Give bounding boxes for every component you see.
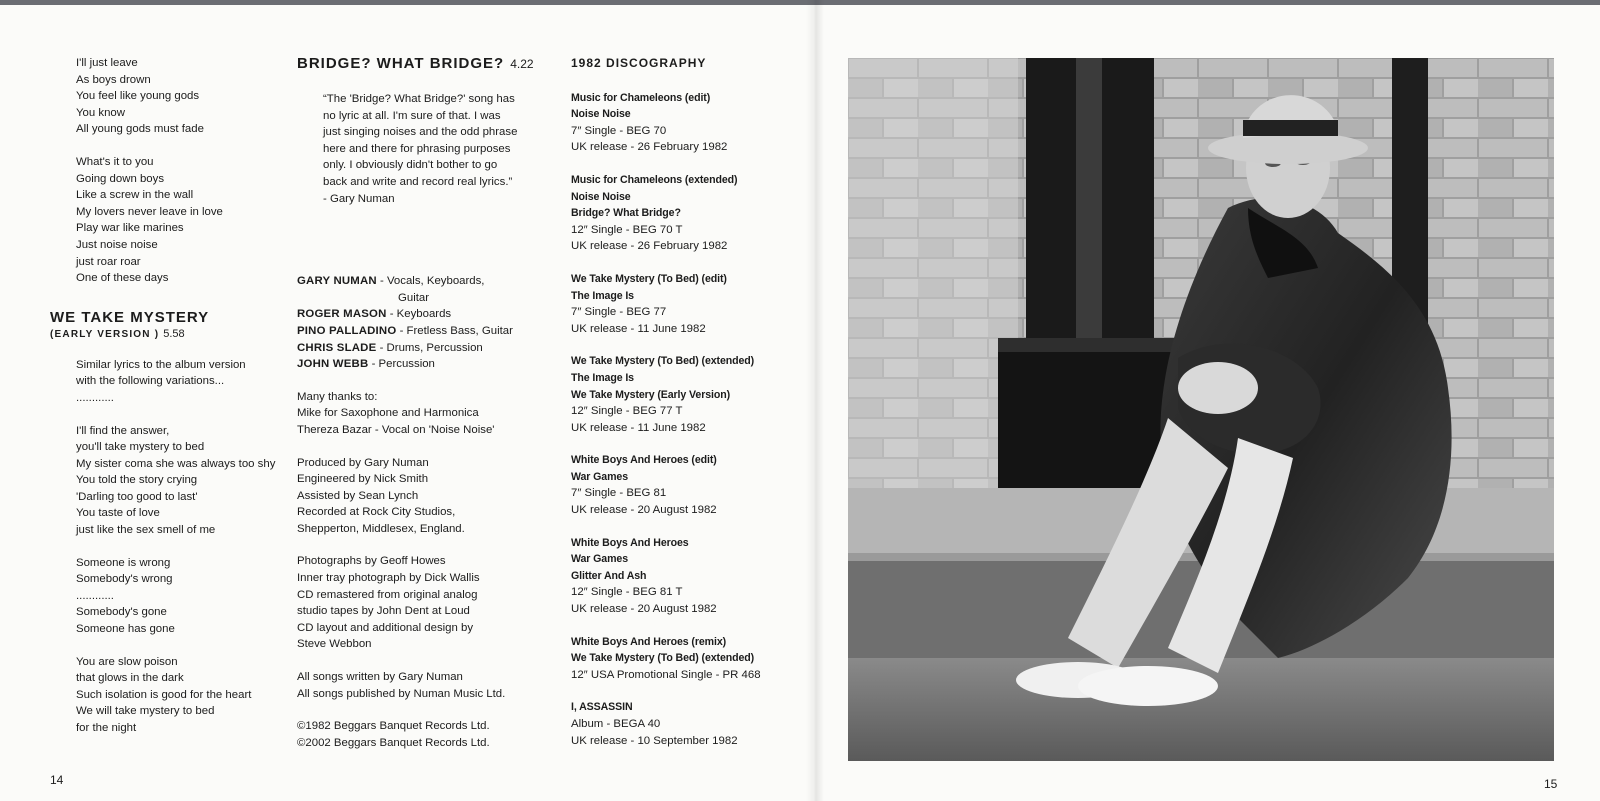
discography-release bbox=[571, 353, 801, 436]
release-format: 7″ Single - BEG 81 bbox=[571, 487, 667, 500]
lyric-line: Play war like marines bbox=[76, 222, 184, 235]
quote-line: only. I obviously didn't bother to go bbox=[323, 159, 498, 172]
release-format: Album - BEGA 40 bbox=[571, 718, 661, 730]
personnel-role-continued: Guitar bbox=[398, 291, 430, 304]
credit-block bbox=[297, 718, 547, 751]
quote-line: no lyric at all. I'm sure of that. I was bbox=[323, 109, 501, 122]
lyrics-column bbox=[50, 55, 276, 753]
personnel-row bbox=[297, 273, 547, 290]
credit-line: Recorded at Rock City Studios, bbox=[297, 506, 456, 519]
release-track-title: Music for Chameleons (extended) bbox=[571, 173, 738, 186]
personnel-row bbox=[297, 356, 547, 373]
lyrics-stanza bbox=[76, 55, 265, 138]
release-format: 12″ Single - BEG 81 T bbox=[571, 586, 683, 599]
lyric-line: You are slow poison bbox=[76, 655, 178, 668]
lyric-line: Similar lyrics to the album version bbox=[76, 358, 246, 371]
discography-release bbox=[571, 90, 801, 156]
discography-release bbox=[571, 535, 801, 618]
lyric-line: ............ bbox=[76, 391, 114, 404]
lyric-line: Somebody's gone bbox=[76, 606, 167, 619]
lyric-line: As boys drown bbox=[76, 73, 151, 86]
lyric-line: that glows in the dark bbox=[76, 672, 184, 685]
page-number-right: 15 bbox=[1544, 777, 1558, 791]
release-track-title: We Take Mystery (To Bed) (extended) bbox=[571, 652, 755, 665]
personnel-name: ROGER MASON bbox=[297, 308, 387, 321]
credit-line: CD remastered from original analog bbox=[297, 588, 478, 601]
credit-line: Mike for Saxophone and Harmonica bbox=[297, 407, 479, 420]
release-track-title: White Boys And Heroes bbox=[571, 536, 689, 549]
lyrics-stanza bbox=[76, 357, 265, 407]
we-take-mystery-section bbox=[50, 308, 276, 737]
lyric-line: We will take mystery to bed bbox=[76, 705, 215, 718]
credit-line: studio tapes by John Dent at Loud bbox=[297, 605, 470, 618]
lyric-line: you'll take mystery to bed bbox=[76, 441, 205, 454]
release-date: UK release - 11 June 1982 bbox=[571, 322, 706, 335]
quote-line: back and write and record real lyrics.” bbox=[323, 175, 513, 188]
release-track-title: White Boys And Heroes (edit) bbox=[571, 454, 717, 467]
release-format: 7″ Single - BEG 70 bbox=[571, 124, 667, 137]
release-date: UK release - 26 February 1982 bbox=[571, 240, 728, 253]
credit-line: ©1982 Beggars Banquet Records Ltd. bbox=[297, 720, 490, 733]
lyric-line: One of these days bbox=[76, 272, 169, 285]
personnel-role: - Keyboards bbox=[386, 308, 452, 321]
credit-line: Thereza Bazar - Vocal on 'Noise Noise' bbox=[297, 423, 495, 436]
lyric-line: with the following variations... bbox=[76, 375, 225, 388]
page-fold-shadow bbox=[806, 0, 824, 801]
personnel-role: - Vocals, Keyboards, bbox=[376, 275, 485, 288]
credit-line: Produced by Gary Numan bbox=[297, 456, 429, 469]
release-track-title: War Games bbox=[571, 553, 628, 566]
credit-line: Steve Webbon bbox=[297, 638, 372, 651]
lyric-line: I'll just leave bbox=[76, 57, 138, 69]
quote-line: “The 'Bridge? What Bridge?' song has bbox=[323, 93, 515, 105]
lyric-line: Someone is wrong bbox=[76, 556, 171, 569]
credit-line: Assisted by Sean Lynch bbox=[297, 489, 419, 502]
release-format: 7″ Single - BEG 77 bbox=[571, 306, 667, 319]
lyric-line: Just noise noise bbox=[76, 238, 158, 251]
release-format: 12″ USA Promotional Single - PR 468 bbox=[571, 668, 761, 681]
quote-line: - Gary Numan bbox=[323, 192, 395, 205]
song-duration: 5.58 bbox=[163, 327, 185, 340]
credit-line: CD layout and additional design by bbox=[297, 621, 474, 634]
lyrics-stanza bbox=[76, 154, 265, 287]
release-track-title: Noise Noise bbox=[571, 108, 631, 121]
lyric-line: for the night bbox=[76, 722, 137, 734]
lyric-line: My sister coma she was always too shy bbox=[76, 457, 276, 470]
personnel-name: PINO PALLADINO bbox=[297, 324, 397, 337]
release-track-title: The Image Is bbox=[571, 371, 634, 384]
personnel-role: - Drums, Percussion bbox=[376, 341, 483, 354]
lyrics-stanza bbox=[76, 555, 265, 638]
personnel-row bbox=[297, 323, 547, 340]
personnel-list bbox=[297, 273, 547, 373]
personnel-name: JOHN WEBB bbox=[297, 358, 369, 371]
release-date: UK release - 10 September 1982 bbox=[571, 734, 738, 747]
credit-block bbox=[297, 389, 547, 439]
release-track-title: Bridge? What Bridge? bbox=[571, 207, 681, 220]
lyric-line: What's it to you bbox=[76, 155, 154, 168]
lyric-line: I'll find the answer, bbox=[76, 424, 170, 437]
personnel-role: - Percussion bbox=[368, 358, 435, 371]
lyric-line: Somebody's wrong bbox=[76, 573, 173, 586]
release-track-title: Noise Noise bbox=[571, 190, 631, 203]
credit-line: ©2002 Beggars Banquet Records Ltd. bbox=[297, 736, 490, 749]
lyrics-stanza bbox=[76, 654, 265, 737]
lyric-line: 'Darling too good to last' bbox=[76, 490, 198, 503]
release-track-title: We Take Mystery (To Bed) (extended) bbox=[571, 355, 755, 368]
discography-release bbox=[571, 634, 801, 684]
release-track-title: We Take Mystery (Early Version) bbox=[571, 388, 731, 401]
credit-line: All songs published by Numan Music Ltd. bbox=[297, 687, 506, 700]
release-format: 12″ Single - BEG 77 T bbox=[571, 405, 683, 418]
song-title: WE TAKE MYSTERY bbox=[50, 308, 210, 326]
discography-column bbox=[571, 55, 801, 765]
discography-release bbox=[571, 699, 801, 749]
lyric-line: All young gods must fade bbox=[76, 123, 204, 136]
release-track-title: I, ASSASSIN bbox=[571, 701, 633, 714]
release-date: UK release - 26 February 1982 bbox=[571, 141, 728, 154]
lyric-line: ............ bbox=[76, 589, 114, 602]
bridge-duration: 4.22 bbox=[510, 57, 534, 71]
credit-block bbox=[297, 455, 547, 538]
credit-line: Engineered by Nick Smith bbox=[297, 473, 429, 486]
credit-line: Inner tray photograph by Dick Wallis bbox=[297, 572, 480, 585]
credit-block bbox=[297, 553, 547, 653]
discography-release bbox=[571, 452, 801, 518]
release-date: UK release - 20 August 1982 bbox=[571, 603, 717, 616]
lyric-line: Like a screw in the wall bbox=[76, 189, 194, 202]
credits-list bbox=[297, 389, 547, 752]
lyric-line: You taste of love bbox=[76, 507, 160, 520]
quote-line: just singing noises and the odd phrase bbox=[323, 126, 518, 139]
credits-column bbox=[297, 55, 547, 767]
lyric-line: You feel like young gods bbox=[76, 90, 200, 103]
credit-line: Many thanks to: bbox=[297, 390, 378, 403]
release-track-title: We Take Mystery (To Bed) (edit) bbox=[571, 272, 727, 285]
bridge-quote bbox=[297, 91, 523, 207]
release-track-title: White Boys And Heroes (remix) bbox=[571, 635, 727, 648]
personnel-role: - Fretless Bass, Guitar bbox=[396, 324, 513, 337]
discography-release bbox=[571, 271, 801, 337]
lyric-line: My lovers never leave in love bbox=[76, 205, 223, 218]
lyric-line: You know bbox=[76, 106, 125, 119]
scan-top-band bbox=[0, 0, 1600, 5]
song-lyrics bbox=[50, 357, 276, 737]
quote-line: here and there for phrasing purposes bbox=[323, 142, 511, 155]
lyric-line: just like the sex smell of me bbox=[76, 524, 216, 537]
lyrics-top bbox=[50, 55, 265, 287]
page-number-left: 14 bbox=[50, 773, 64, 787]
release-date: UK release - 11 June 1982 bbox=[571, 421, 706, 434]
release-format: 12″ Single - BEG 70 T bbox=[571, 223, 683, 236]
release-track-title: The Image Is bbox=[571, 289, 634, 302]
lyric-line: just roar roar bbox=[76, 255, 141, 268]
discography-release bbox=[571, 172, 801, 255]
release-track-title: War Games bbox=[571, 470, 628, 483]
personnel-name: CHRIS SLADE bbox=[297, 341, 377, 354]
credit-line: Photographs by Geoff Howes bbox=[297, 555, 446, 568]
lyric-line: Someone has gone bbox=[76, 623, 175, 636]
bridge-heading bbox=[297, 55, 547, 73]
credit-line: All songs written by Gary Numan bbox=[297, 671, 463, 684]
song-subtitle bbox=[50, 327, 265, 342]
song-subtitle-text: (EARLY VERSION ) bbox=[50, 328, 160, 340]
lyrics-stanza bbox=[76, 423, 276, 539]
lyric-line: You told the story crying bbox=[76, 474, 198, 487]
discography-releases bbox=[571, 90, 801, 750]
lyric-line: Going down boys bbox=[76, 172, 165, 185]
discography-title: 1982 DISCOGRAPHY bbox=[571, 56, 707, 70]
personnel-row bbox=[297, 340, 547, 357]
release-track-title: Music for Chameleons (edit) bbox=[571, 91, 711, 104]
credit-line: Shepperton, Middlesex, England. bbox=[297, 522, 465, 535]
credit-block bbox=[297, 669, 547, 702]
personnel-row bbox=[297, 306, 547, 323]
portrait-photo-illustration bbox=[848, 58, 1554, 761]
bridge-title: BRIDGE? WHAT BRIDGE? bbox=[297, 55, 505, 72]
release-track-title: Glitter And Ash bbox=[571, 569, 647, 582]
lyric-line: Such isolation is good for the heart bbox=[76, 688, 252, 701]
release-date: UK release - 20 August 1982 bbox=[571, 504, 717, 517]
personnel-name: GARY NUMAN bbox=[297, 275, 377, 288]
portrait-photo bbox=[848, 58, 1554, 761]
